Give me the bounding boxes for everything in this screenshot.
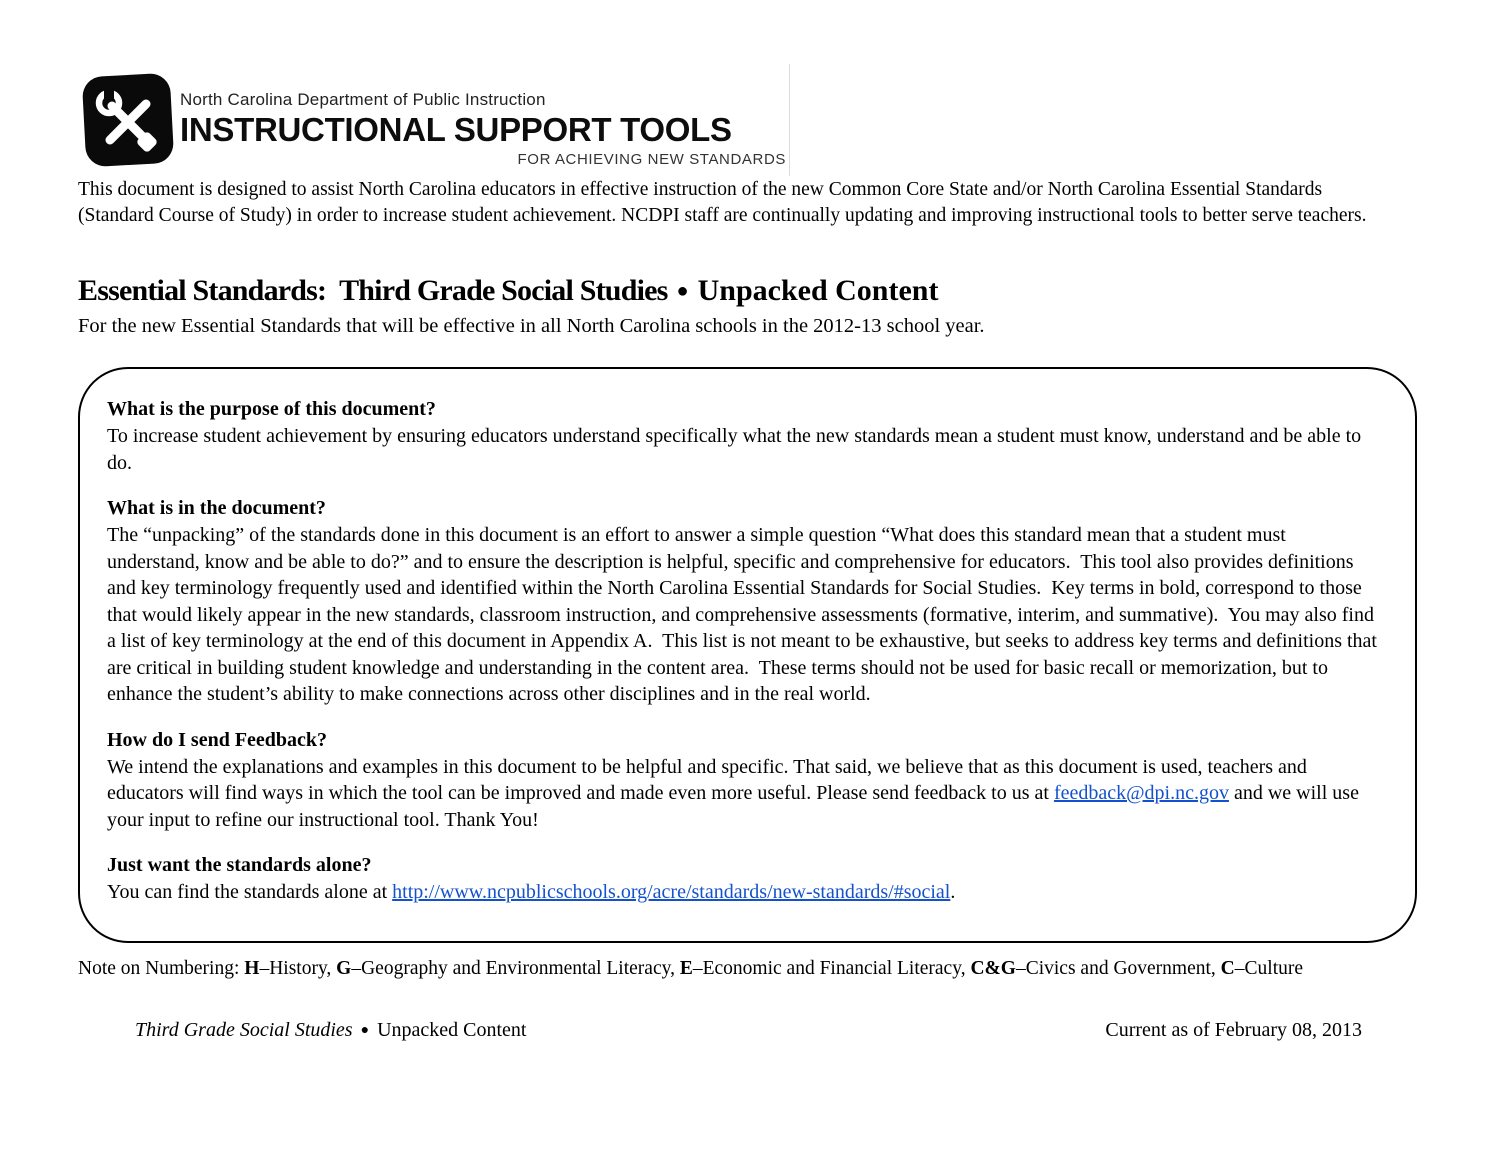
- footer-bullet: ●: [360, 1022, 370, 1038]
- section-contents-title: What is in the document?: [107, 497, 326, 519]
- page-title-main: Essential Standards: Third Grade Social Studies: [78, 274, 668, 307]
- page-title-suffix: Unpacked Content: [697, 274, 939, 307]
- footer-title-italic: Third Grade Social Studies: [135, 1019, 353, 1041]
- note-key-history: H: [244, 958, 260, 979]
- intro-paragraph: This document is designed to assist North Carolina educators in effective instruction of the new Common Core State and/or North Carolina Essential Standards (Standard Course of Study) in order to increase student achievement. NCDPI staff are continually updating and improving instructional tools to better serve teachers.: [78, 179, 1367, 226]
- section-standards-alone-body: [107, 879, 1381, 906]
- section-feedback-body: [107, 754, 1381, 834]
- section-contents-body: The “unpacking” of the standards done in this document is an effort to answer a simple question “What does this standard mean that a student must understand, know and be able to do?” and to ensure the description is helpful, specific and comprehensive for educators. This tool also provides definitions and key terminology frequently used and identified within the North Carolina Essential Standards for Social Studies. Key terms in bold, correspond to those that would likely appear in the new standards, classroom instruction, and comprehensive assessments (formative, interim, and summative). You may also find a list of key terminology at the end of this document in Appendix A. This list is not meant to be exhaustive, but seeks to address key terms and definitions that are critical in building student knowledge and understanding in the content area. These terms should not be used for basic recall or memorization, but to enhance the student’s ability to make connections across other disciplines and in the real world.: [107, 524, 1382, 705]
- note-rest-history: –History,: [259, 958, 337, 979]
- note-rest-geography: –Geography and Environmental Literacy,: [351, 958, 680, 979]
- section-feedback: [107, 727, 1381, 834]
- standards-text-before: You can find the standards alone at: [107, 881, 393, 903]
- note-key-culture: C: [1220, 958, 1235, 979]
- section-standards-alone: [107, 852, 1381, 906]
- crossed-tools-icon: [78, 68, 178, 172]
- note-key-geography: G: [336, 958, 352, 979]
- note-key-civics: C&G: [970, 958, 1016, 979]
- standards-text-after: .: [950, 881, 956, 903]
- page-title: [78, 274, 938, 308]
- title-bullet: ●: [676, 279, 689, 302]
- section-contents: [107, 495, 1381, 708]
- standards-url-link[interactable]: http://www.ncpublicschools.org/acre/standards/new-standards/#social: [392, 881, 951, 903]
- header-divider: [789, 64, 790, 176]
- page-subtitle: For the new Essential Standards that will be effective in all North Carolina schools in the 2012-13 school year.: [78, 315, 985, 337]
- footer-current-date: Current as of February 08, 2013: [1105, 1019, 1362, 1041]
- note-prefix: Note on Numbering:: [78, 958, 245, 979]
- section-purpose-body: To increase student achievement by ensuring educators understand specifically what the new standards mean a student must know, understand and be able to do.: [107, 425, 1367, 474]
- footer-document-title: [135, 1019, 526, 1042]
- logo-title: INSTRUCTIONAL SUPPORT TOOLS: [180, 111, 732, 148]
- feedback-text-before: We intend the explanations and examples in this document to be helpful and specific. That said, we believe that as this document is used, teachers and educators will find ways in which the tool can be improved and made even more useful. Please send feedback to us at: [107, 755, 1312, 804]
- feedback-email-link[interactable]: feedback@dpi.nc.gov: [1053, 782, 1229, 804]
- note-key-economics: E: [679, 958, 693, 979]
- footer-title-suffix: Unpacked Content: [377, 1019, 527, 1041]
- logo-agency-line: North Carolina Department of Public Instruction: [180, 90, 546, 109]
- logo-header: [180, 90, 786, 168]
- section-feedback-title: How do I send Feedback?: [107, 728, 328, 751]
- section-purpose-title: What is the purpose of this document?: [107, 398, 436, 420]
- info-box: [78, 367, 1417, 943]
- note-rest-civics: –Civics and Government,: [1015, 958, 1221, 979]
- logo-subtitle: FOR ACHIEVING NEW STANDARDS: [517, 150, 786, 168]
- note-rest-culture: –Culture: [1234, 958, 1304, 979]
- feedback-text-after: and we will use your input to refine our instructional tool. Thank You!: [107, 782, 1364, 831]
- section-standards-alone-title: Just want the standards alone?: [107, 854, 372, 876]
- section-purpose: [107, 396, 1381, 476]
- note-rest-economics: –Economic and Financial Literacy,: [692, 958, 971, 979]
- numbering-note: [78, 958, 1303, 980]
